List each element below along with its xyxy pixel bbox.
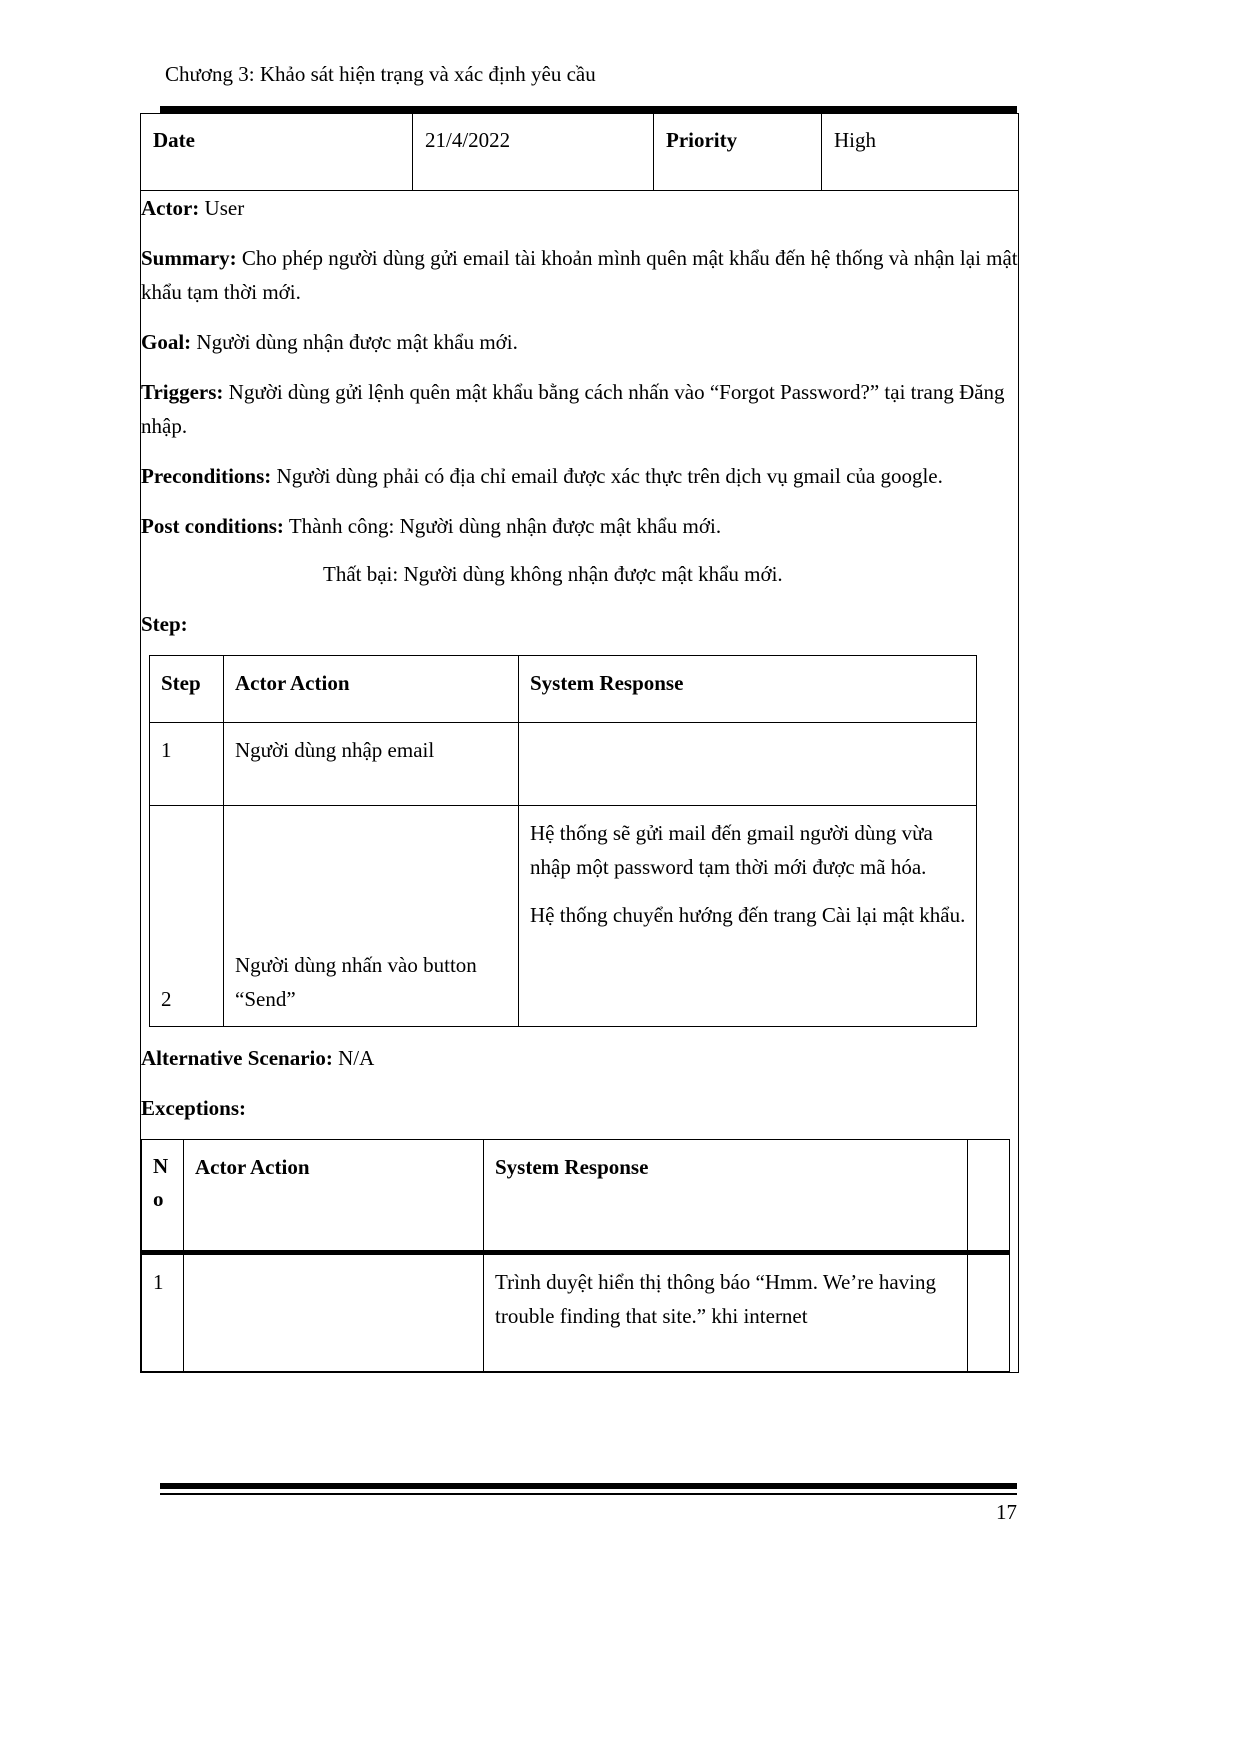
step-table — [149, 655, 977, 1027]
actor-action-cell: Người dùng nhập email — [224, 723, 519, 806]
summary-label: Summary: — [141, 246, 237, 271]
table-row — [150, 723, 977, 806]
exception-actor-action-cell — [184, 1253, 484, 1372]
table-header-row — [142, 1140, 1010, 1253]
preconditions-value: Người dùng phải có địa chỉ email được xác thực trên dịch vụ gmail của google. — [276, 464, 943, 489]
no-column-header: No — [142, 1140, 184, 1253]
actor-action-column-header: Actor Action — [184, 1140, 484, 1253]
system-response-text-2: Hệ thống chuyển hướng đến trang Cài lại mật khẩu. — [530, 903, 966, 928]
postconditions-success: Thành công: Người dùng nhận được mật khẩu mới. — [288, 514, 722, 539]
table-row — [141, 114, 1019, 191]
actor-value: User — [204, 196, 245, 220]
triggers-paragraph — [141, 375, 1018, 443]
actor-paragraph — [141, 191, 1018, 225]
goal-value: Người dùng nhận được mật khẩu mới. — [196, 330, 518, 355]
actor-action-column-header: Actor Action — [224, 656, 519, 723]
alternative-scenario-paragraph — [141, 1041, 1018, 1075]
alternative-scenario-label: Alternative Scenario: — [141, 1046, 333, 1071]
header-rule — [160, 106, 1017, 113]
footer-rule-thin — [160, 1493, 1017, 1495]
running-header: Chương 3: Khảo sát hiện trạng và xác định yêu cầu — [165, 62, 596, 86]
goal-label: Goal: — [141, 330, 192, 355]
date-label-cell — [141, 114, 413, 191]
actor-label: Actor: — [141, 196, 200, 220]
system-response-cell — [519, 806, 977, 1027]
exceptions-table-wrapper — [141, 1139, 1018, 1372]
step-number-cell: 1 — [150, 723, 224, 806]
page-number: 17 — [996, 1500, 1017, 1524]
exception-system-response-cell: Trình duyệt hiển thị thông báo “Hmm. We’re having trouble finding that site.” khi internet — [484, 1253, 968, 1372]
step-heading-paragraph — [141, 607, 1018, 641]
system-response-text-1: Hệ thống sẽ gửi mail đến gmail người dùng vừa nhập một password tạm thời mới được mã hóa. — [530, 821, 933, 880]
exceptions-table — [141, 1139, 1010, 1372]
exception-tail-cell — [968, 1253, 1010, 1372]
use-case-body-cell — [141, 191, 1019, 1373]
alternative-scenario-value: N/A — [338, 1046, 375, 1071]
postconditions-label: Post conditions: — [141, 514, 284, 539]
date-value-cell — [413, 114, 654, 191]
empty-column-header — [968, 1140, 1010, 1253]
actor-action-cell: Người dùng nhấn vào button “Send” — [224, 806, 519, 1027]
step-label: Step: — [141, 612, 188, 637]
triggers-value: Người dùng gửi lệnh quên mật khẩu bằng cách nhấn vào “Forgot Password?” tại trang Đăng nhập. — [141, 380, 1005, 439]
table-header-row — [150, 656, 977, 723]
step-column-header: Step — [150, 656, 224, 723]
step-table-wrapper — [141, 655, 1018, 1027]
exception-number-cell: 1 — [142, 1253, 184, 1372]
exceptions-heading-paragraph — [141, 1091, 1018, 1125]
preconditions-paragraph — [141, 459, 1018, 493]
exceptions-label: Exceptions: — [141, 1096, 246, 1121]
triggers-label: Triggers: — [141, 380, 224, 405]
date-value: 21/4/2022 — [425, 128, 511, 152]
use-case-table — [140, 113, 1019, 1373]
date-label: Date — [153, 128, 195, 152]
system-response-column-header: System Response — [519, 656, 977, 723]
footer-rule-thick — [160, 1483, 1017, 1489]
table-row — [142, 1253, 1010, 1372]
priority-label-cell — [654, 114, 822, 191]
priority-label: Priority — [666, 128, 738, 152]
table-row — [141, 191, 1019, 1373]
system-response-cell — [519, 723, 977, 806]
summary-value: Cho phép người dùng gửi email tài khoản mình quên mật khẩu đến hệ thống và nhận lại mật khẩu tạm thời mới. — [141, 246, 1018, 305]
postconditions-failure-paragraph — [141, 557, 1018, 591]
summary-paragraph — [141, 241, 1018, 309]
system-response-column-header: System Response — [484, 1140, 968, 1253]
priority-value-cell — [822, 114, 1019, 191]
preconditions-label: Preconditions: — [141, 464, 272, 489]
goal-paragraph — [141, 325, 1018, 359]
step-number-cell: 2 — [150, 806, 224, 1027]
table-row — [150, 806, 977, 1027]
postconditions-failure: Thất bại: Người dùng không nhận được mật khẩu mới. — [323, 562, 783, 587]
postconditions-paragraph — [141, 509, 1018, 543]
priority-value: High — [834, 128, 876, 152]
